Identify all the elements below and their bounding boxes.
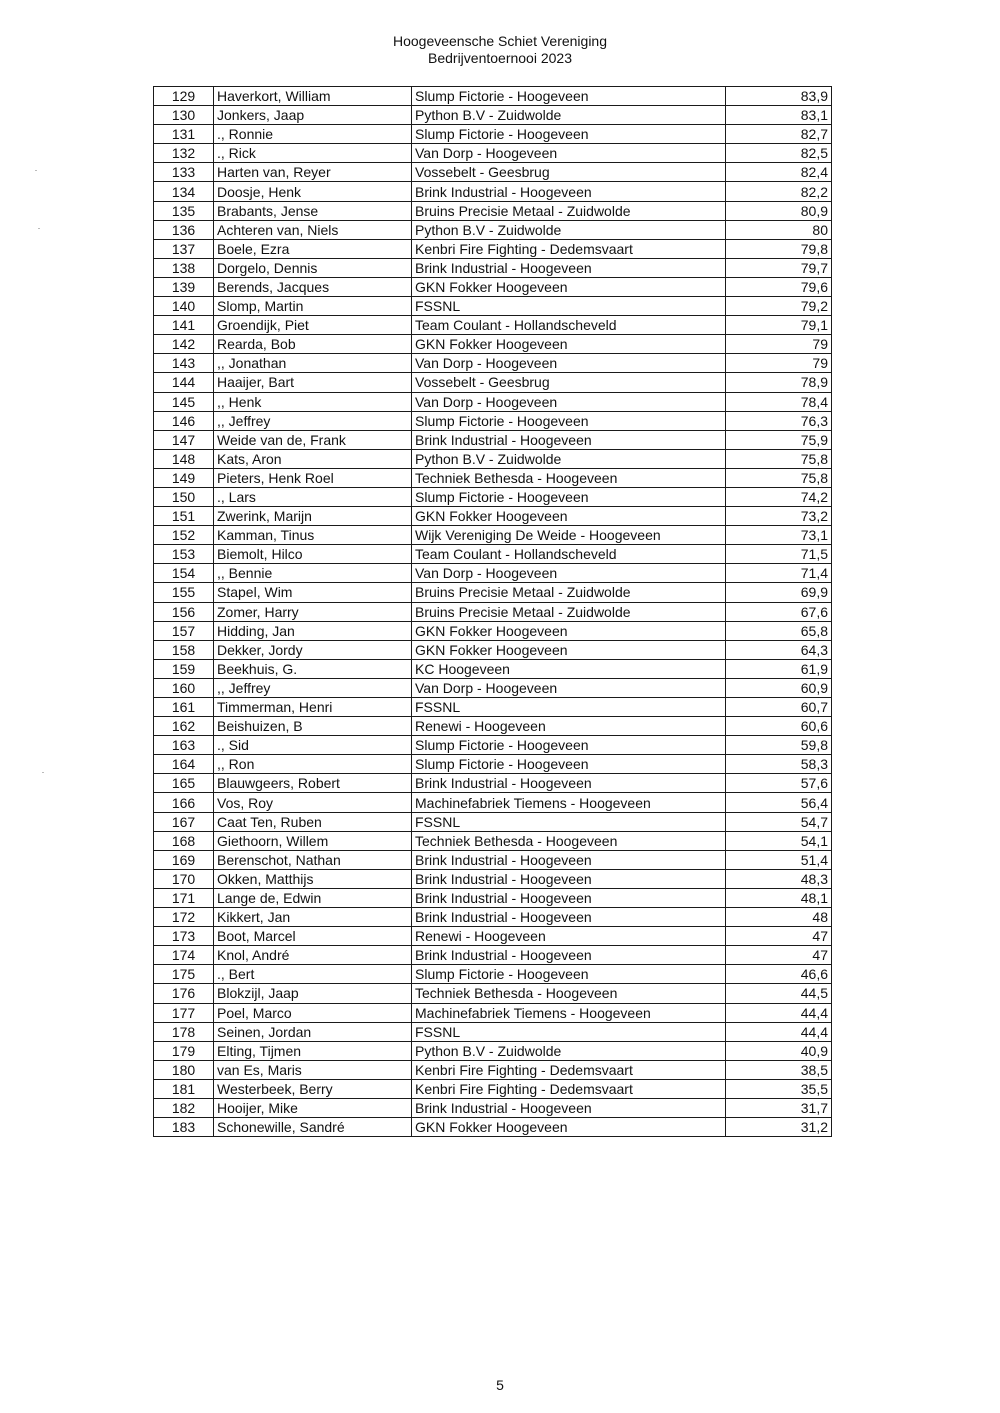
cell-name: Boele, Ezra	[214, 239, 412, 258]
cell-name: Hidding, Jan	[214, 621, 412, 640]
cell-score: 80	[726, 220, 832, 239]
cell-rank: 170	[154, 869, 214, 888]
table-row	[154, 373, 832, 392]
cell-company: Slump Fictorie - Hoogeveen	[412, 487, 726, 506]
cell-rank: 159	[154, 659, 214, 678]
cell-company: FSSNL	[412, 812, 726, 831]
table-row	[154, 621, 832, 640]
cell-score: 79	[726, 335, 832, 354]
table-row	[154, 1118, 832, 1137]
cell-score: 71,4	[726, 564, 832, 583]
cell-rank: 133	[154, 163, 214, 182]
cell-company: Bruins Precisie Metaal - Zuidwolde	[412, 201, 726, 220]
cell-name: Harten van, Reyer	[214, 163, 412, 182]
table-row	[154, 1079, 832, 1098]
cell-rank: 139	[154, 277, 214, 296]
cell-name: Jonkers, Jaap	[214, 106, 412, 125]
cell-company: Vossebelt - Geesbrug	[412, 373, 726, 392]
cell-score: 58,3	[726, 755, 832, 774]
cell-company: Team Coulant - Hollandscheveld	[412, 316, 726, 335]
cell-name: Berends, Jacques	[214, 277, 412, 296]
cell-rank: 181	[154, 1079, 214, 1098]
table-row	[154, 449, 832, 468]
cell-score: 51,4	[726, 850, 832, 869]
cell-rank: 152	[154, 526, 214, 545]
cell-rank: 148	[154, 449, 214, 468]
cell-name: Caat Ten, Ruben	[214, 812, 412, 831]
cell-name: Pieters, Henk Roel	[214, 468, 412, 487]
cell-rank: 179	[154, 1041, 214, 1060]
cell-company: Techniek Bethesda - Hoogeveen	[412, 468, 726, 487]
cell-rank: 180	[154, 1060, 214, 1079]
cell-name: Seinen, Jordan	[214, 1022, 412, 1041]
cell-name: Haverkort, William	[214, 87, 412, 106]
cell-rank: 175	[154, 965, 214, 984]
cell-name: Elting, Tijmen	[214, 1041, 412, 1060]
cell-name: ., Rick	[214, 144, 412, 163]
cell-company: Python B.V - Zuidwolde	[412, 106, 726, 125]
table-row	[154, 888, 832, 907]
cell-company: GKN Fokker Hoogeveen	[412, 335, 726, 354]
table-row	[154, 182, 832, 201]
cell-rank: 156	[154, 602, 214, 621]
cell-score: 44,5	[726, 984, 832, 1003]
cell-company: Brink Industrial - Hoogeveen	[412, 850, 726, 869]
table-row	[154, 526, 832, 545]
table-row	[154, 297, 832, 316]
cell-name: Zwerink, Marijn	[214, 507, 412, 526]
cell-score: 82,4	[726, 163, 832, 182]
cell-company: FSSNL	[412, 1022, 726, 1041]
table-row	[154, 946, 832, 965]
table-row	[154, 755, 832, 774]
cell-rank: 178	[154, 1022, 214, 1041]
cell-score: 75,8	[726, 468, 832, 487]
table-row	[154, 487, 832, 506]
cell-score: 79,1	[726, 316, 832, 335]
cell-score: 78,9	[726, 373, 832, 392]
cell-company: Van Dorp - Hoogeveen	[412, 564, 726, 583]
cell-name: Boot, Marcel	[214, 927, 412, 946]
cell-score: 31,7	[726, 1098, 832, 1117]
cell-name: ,, Henk	[214, 392, 412, 411]
cell-score: 82,2	[726, 182, 832, 201]
cell-score: 60,7	[726, 698, 832, 717]
cell-name: Brabants, Jense	[214, 201, 412, 220]
cell-rank: 140	[154, 297, 214, 316]
table-row	[154, 850, 832, 869]
cell-score: 71,5	[726, 545, 832, 564]
cell-name: Giethoorn, Willem	[214, 831, 412, 850]
cell-score: 83,1	[726, 106, 832, 125]
table-row	[154, 564, 832, 583]
cell-company: Brink Industrial - Hoogeveen	[412, 946, 726, 965]
cell-rank: 157	[154, 621, 214, 640]
cell-name: ., Ronnie	[214, 125, 412, 144]
cell-rank: 129	[154, 87, 214, 106]
page-header	[0, 33, 1000, 67]
cell-score: 82,5	[726, 144, 832, 163]
cell-company: Machinefabriek Tiemens - Hoogeveen	[412, 1003, 726, 1022]
cell-score: 83,9	[726, 87, 832, 106]
cell-score: 56,4	[726, 793, 832, 812]
table-row	[154, 1060, 832, 1079]
cell-name: Kats, Aron	[214, 449, 412, 468]
cell-rank: 145	[154, 392, 214, 411]
cell-score: 73,2	[726, 507, 832, 526]
cell-company: Brink Industrial - Hoogeveen	[412, 774, 726, 793]
cell-rank: 163	[154, 736, 214, 755]
cell-name: Slomp, Martin	[214, 297, 412, 316]
cell-name: ., Lars	[214, 487, 412, 506]
cell-score: 38,5	[726, 1060, 832, 1079]
table-row	[154, 698, 832, 717]
cell-score: 54,7	[726, 812, 832, 831]
cell-rank: 166	[154, 793, 214, 812]
cell-name: Stapel, Wim	[214, 583, 412, 602]
table-row	[154, 678, 832, 697]
cell-company: FSSNL	[412, 297, 726, 316]
cell-name: Blokzijl, Jaap	[214, 984, 412, 1003]
table-row	[154, 812, 832, 831]
cell-rank: 183	[154, 1118, 214, 1137]
cell-name: Doosje, Henk	[214, 182, 412, 201]
cell-rank: 132	[154, 144, 214, 163]
table-row	[154, 258, 832, 277]
cell-company: Brink Industrial - Hoogeveen	[412, 888, 726, 907]
cell-score: 79,2	[726, 297, 832, 316]
cell-rank: 136	[154, 220, 214, 239]
cell-score: 75,9	[726, 430, 832, 449]
cell-rank: 130	[154, 106, 214, 125]
cell-rank: 158	[154, 640, 214, 659]
cell-score: 47	[726, 927, 832, 946]
cell-rank: 147	[154, 430, 214, 449]
cell-score: 79,8	[726, 239, 832, 258]
page-number: 5	[496, 1377, 504, 1393]
cell-rank: 131	[154, 125, 214, 144]
cell-rank: 151	[154, 507, 214, 526]
cell-rank: 144	[154, 373, 214, 392]
cell-company: Brink Industrial - Hoogeveen	[412, 258, 726, 277]
table-row	[154, 869, 832, 888]
cell-name: Westerbeek, Berry	[214, 1079, 412, 1098]
table-row	[154, 335, 832, 354]
table-row	[154, 316, 832, 335]
cell-score: 82,7	[726, 125, 832, 144]
cell-rank: 171	[154, 888, 214, 907]
table-row	[154, 1003, 832, 1022]
document-subtitle: Bedrijventoernooi 2023	[428, 50, 572, 66]
cell-score: 54,1	[726, 831, 832, 850]
cell-name: Weide van de, Frank	[214, 430, 412, 449]
cell-company: Bruins Precisie Metaal - Zuidwolde	[412, 583, 726, 602]
cell-company: Kenbri Fire Fighting - Dedemsvaart	[412, 1060, 726, 1079]
cell-company: Brink Industrial - Hoogeveen	[412, 869, 726, 888]
table-row	[154, 831, 832, 850]
table-row	[154, 583, 832, 602]
cell-company: Slump Fictorie - Hoogeveen	[412, 965, 726, 984]
cell-score: 60,9	[726, 678, 832, 697]
cell-rank: 177	[154, 1003, 214, 1022]
cell-score: 73,1	[726, 526, 832, 545]
table-row	[154, 1041, 832, 1060]
cell-score: 57,6	[726, 774, 832, 793]
table-row	[154, 144, 832, 163]
cell-rank: 149	[154, 468, 214, 487]
cell-name: ,, Jonathan	[214, 354, 412, 373]
table-row	[154, 507, 832, 526]
cell-score: 65,8	[726, 621, 832, 640]
table-row	[154, 602, 832, 621]
cell-score: 59,8	[726, 736, 832, 755]
cell-name: Timmerman, Henri	[214, 698, 412, 717]
cell-company: Techniek Bethesda - Hoogeveen	[412, 984, 726, 1003]
cell-rank: 154	[154, 564, 214, 583]
table-row	[154, 717, 832, 736]
cell-company: Team Coulant - Hollandscheveld	[412, 545, 726, 564]
cell-rank: 137	[154, 239, 214, 258]
scan-speck	[42, 772, 44, 773]
table-row	[154, 468, 832, 487]
cell-company: FSSNL	[412, 698, 726, 717]
table-row	[154, 640, 832, 659]
table-row	[154, 106, 832, 125]
cell-company: Machinefabriek Tiemens - Hoogeveen	[412, 793, 726, 812]
cell-name: Vos, Roy	[214, 793, 412, 812]
cell-name: ,, Bennie	[214, 564, 412, 583]
cell-rank: 141	[154, 316, 214, 335]
cell-rank: 142	[154, 335, 214, 354]
cell-score: 67,6	[726, 602, 832, 621]
results-table-body	[154, 87, 832, 1137]
cell-company: Brink Industrial - Hoogeveen	[412, 908, 726, 927]
cell-score: 35,5	[726, 1079, 832, 1098]
table-row	[154, 984, 832, 1003]
cell-name: ,, Ron	[214, 755, 412, 774]
scan-speck	[35, 170, 37, 171]
cell-name: Berenschot, Nathan	[214, 850, 412, 869]
cell-company: GKN Fokker Hoogeveen	[412, 277, 726, 296]
cell-rank: 165	[154, 774, 214, 793]
scan-speck	[38, 228, 40, 229]
cell-company: Van Dorp - Hoogeveen	[412, 144, 726, 163]
table-row	[154, 736, 832, 755]
cell-score: 74,2	[726, 487, 832, 506]
cell-score: 46,6	[726, 965, 832, 984]
cell-company: Wijk Vereniging De Weide - Hoogeveen	[412, 526, 726, 545]
cell-name: Knol, André	[214, 946, 412, 965]
cell-score: 64,3	[726, 640, 832, 659]
cell-rank: 172	[154, 908, 214, 927]
cell-score: 60,6	[726, 717, 832, 736]
cell-company: Van Dorp - Hoogeveen	[412, 392, 726, 411]
table-row	[154, 793, 832, 812]
cell-company: Brink Industrial - Hoogeveen	[412, 182, 726, 201]
cell-name: Dekker, Jordy	[214, 640, 412, 659]
cell-score: 44,4	[726, 1022, 832, 1041]
cell-company: Renewi - Hoogeveen	[412, 927, 726, 946]
cell-score: 44,4	[726, 1003, 832, 1022]
cell-rank: 143	[154, 354, 214, 373]
table-row	[154, 774, 832, 793]
cell-score: 79,6	[726, 277, 832, 296]
cell-rank: 162	[154, 717, 214, 736]
table-row	[154, 239, 832, 258]
table-row	[154, 1098, 832, 1117]
cell-name: Rearda, Bob	[214, 335, 412, 354]
cell-rank: 174	[154, 946, 214, 965]
cell-score: 48,3	[726, 869, 832, 888]
cell-rank: 167	[154, 812, 214, 831]
table-row	[154, 392, 832, 411]
cell-score: 79,7	[726, 258, 832, 277]
table-row	[154, 545, 832, 564]
cell-company: Renewi - Hoogeveen	[412, 717, 726, 736]
cell-name: Beekhuis, G.	[214, 659, 412, 678]
cell-rank: 168	[154, 831, 214, 850]
cell-company: Kenbri Fire Fighting - Dedemsvaart	[412, 1079, 726, 1098]
cell-name: Beishuizen, B	[214, 717, 412, 736]
cell-company: Techniek Bethesda - Hoogeveen	[412, 831, 726, 850]
cell-score: 47	[726, 946, 832, 965]
cell-rank: 135	[154, 201, 214, 220]
cell-company: Brink Industrial - Hoogeveen	[412, 1098, 726, 1117]
cell-name: Okken, Matthijs	[214, 869, 412, 888]
cell-company: Kenbri Fire Fighting - Dedemsvaart	[412, 239, 726, 258]
cell-rank: 134	[154, 182, 214, 201]
table-row	[154, 965, 832, 984]
cell-company: Van Dorp - Hoogeveen	[412, 678, 726, 697]
table-row	[154, 220, 832, 239]
cell-company: Vossebelt - Geesbrug	[412, 163, 726, 182]
cell-name: van Es, Maris	[214, 1060, 412, 1079]
cell-company: Bruins Precisie Metaal - Zuidwolde	[412, 602, 726, 621]
cell-name: ,, Jeffrey	[214, 411, 412, 430]
cell-company: KC Hoogeveen	[412, 659, 726, 678]
table-row	[154, 201, 832, 220]
table-row	[154, 927, 832, 946]
cell-name: Lange de, Edwin	[214, 888, 412, 907]
table-row	[154, 430, 832, 449]
cell-rank: 173	[154, 927, 214, 946]
cell-rank: 155	[154, 583, 214, 602]
cell-rank: 161	[154, 698, 214, 717]
table-row	[154, 908, 832, 927]
cell-score: 40,9	[726, 1041, 832, 1060]
cell-name: ., Bert	[214, 965, 412, 984]
cell-company: GKN Fokker Hoogeveen	[412, 1118, 726, 1137]
cell-name: Poel, Marco	[214, 1003, 412, 1022]
cell-score: 48,1	[726, 888, 832, 907]
table-row	[154, 659, 832, 678]
table-row	[154, 87, 832, 106]
cell-rank: 153	[154, 545, 214, 564]
cell-rank: 160	[154, 678, 214, 697]
cell-company: GKN Fokker Hoogeveen	[412, 507, 726, 526]
cell-score: 80,9	[726, 201, 832, 220]
document-title: Hoogeveensche Schiet Vereniging	[392, 33, 608, 49]
cell-name: Haaijer, Bart	[214, 373, 412, 392]
cell-name: ,, Jeffrey	[214, 678, 412, 697]
cell-name: Groendijk, Piet	[214, 316, 412, 335]
cell-company: Slump Fictorie - Hoogeveen	[412, 87, 726, 106]
cell-score: 48	[726, 908, 832, 927]
cell-score: 61,9	[726, 659, 832, 678]
cell-company: Slump Fictorie - Hoogeveen	[412, 736, 726, 755]
cell-company: Brink Industrial - Hoogeveen	[412, 430, 726, 449]
cell-score: 78,4	[726, 392, 832, 411]
cell-rank: 146	[154, 411, 214, 430]
cell-company: Slump Fictorie - Hoogeveen	[412, 411, 726, 430]
cell-company: Python B.V - Zuidwolde	[412, 220, 726, 239]
cell-company: GKN Fokker Hoogeveen	[412, 640, 726, 659]
cell-rank: 169	[154, 850, 214, 869]
table-row	[154, 411, 832, 430]
cell-company: Van Dorp - Hoogeveen	[412, 354, 726, 373]
cell-rank: 138	[154, 258, 214, 277]
cell-score: 79	[726, 354, 832, 373]
cell-score: 75,8	[726, 449, 832, 468]
cell-name: Zomer, Harry	[214, 602, 412, 621]
cell-company: Python B.V - Zuidwolde	[412, 1041, 726, 1060]
cell-name: Dorgelo, Dennis	[214, 258, 412, 277]
cell-name: Kikkert, Jan	[214, 908, 412, 927]
cell-score: 31,2	[726, 1118, 832, 1137]
cell-company: GKN Fokker Hoogeveen	[412, 621, 726, 640]
cell-score: 69,9	[726, 583, 832, 602]
cell-name: Kamman, Tinus	[214, 526, 412, 545]
cell-company: Python B.V - Zuidwolde	[412, 449, 726, 468]
table-row	[154, 125, 832, 144]
cell-name: Blauwgeers, Robert	[214, 774, 412, 793]
table-row	[154, 277, 832, 296]
cell-rank: 176	[154, 984, 214, 1003]
cell-name: Biemolt, Hilco	[214, 545, 412, 564]
cell-name: ., Sid	[214, 736, 412, 755]
cell-name: Achteren van, Niels	[214, 220, 412, 239]
cell-score: 76,3	[726, 411, 832, 430]
cell-rank: 164	[154, 755, 214, 774]
cell-company: Slump Fictorie - Hoogeveen	[412, 125, 726, 144]
table-row	[154, 354, 832, 373]
table-row	[154, 163, 832, 182]
table-row	[154, 1022, 832, 1041]
cell-rank: 150	[154, 487, 214, 506]
cell-name: Hooijer, Mike	[214, 1098, 412, 1117]
cell-company: Slump Fictorie - Hoogeveen	[412, 755, 726, 774]
results-table	[153, 86, 832, 1137]
cell-name: Schonewille, Sandré	[214, 1118, 412, 1137]
cell-rank: 182	[154, 1098, 214, 1117]
